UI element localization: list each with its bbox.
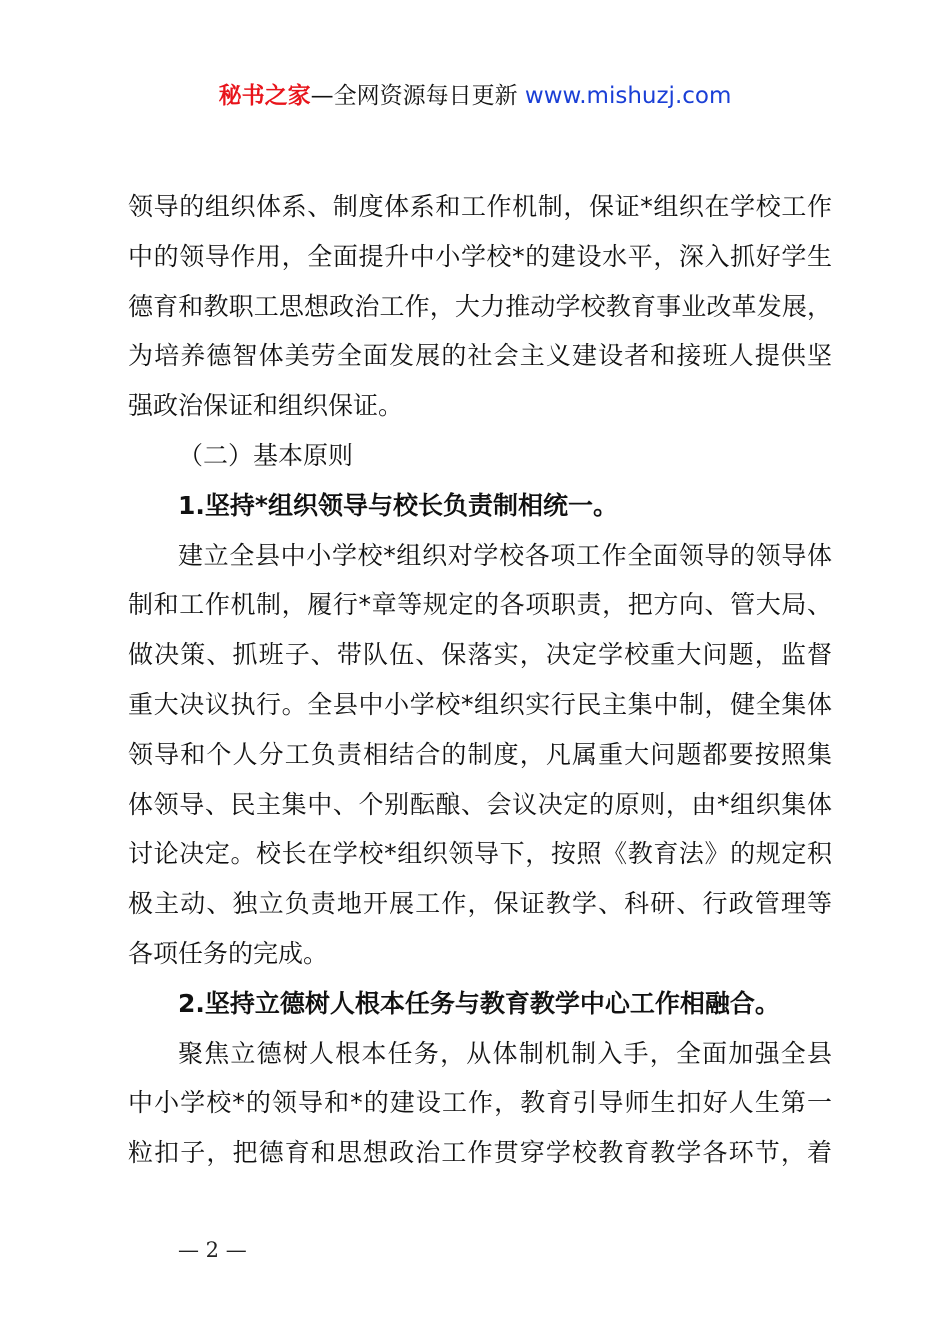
section-heading: （二）基本原则 bbox=[178, 440, 354, 470]
body-line: 中的领导作用，全面提升中小学校*的建设水平，深入抓好学生 bbox=[128, 241, 832, 271]
page-number: — 2 — bbox=[178, 1238, 247, 1262]
body-line: 聚焦立德树人根本任务，从体制机制入手，全面加强全县 bbox=[178, 1038, 832, 1068]
header-url[interactable]: www.mishuzj.com bbox=[524, 83, 732, 109]
body-line: 极主动、独立负责地开展工作，保证教学、科研、行政管理等 bbox=[128, 889, 832, 919]
brand-name: 秘书之家 bbox=[218, 83, 311, 109]
site-header bbox=[0, 80, 950, 112]
body-line: 体领导、民主集中、个别酝酿、会议决定的原则，由*组织集体 bbox=[128, 789, 832, 819]
body-line: 德育和教职工思想政治工作，大力推动学校教育事业改革发展， bbox=[128, 291, 832, 321]
principle-heading: 2.坚持立德树人根本任务与教育教学中心工作相融合。 bbox=[178, 988, 780, 1018]
principle-heading: 1.坚持*组织领导与校长负责制相统一。 bbox=[178, 490, 618, 520]
body-line: 强政治保证和组织保证。 bbox=[128, 391, 404, 421]
body-line: 各项任务的完成。 bbox=[128, 938, 329, 968]
body-line: 领导的组织体系、制度体系和工作机制，保证*组织在学校工作 bbox=[128, 192, 832, 221]
body-line: 建立全县中小学校*组织对学校各项工作全面领导的领导体 bbox=[178, 540, 832, 570]
body-line: 制和工作机制，履行*章等规定的各项职责，把方向、管大局、 bbox=[128, 590, 832, 620]
body-line: 领导和个人分工负责相结合的制度，凡属重大问题都要按照集 bbox=[128, 739, 832, 769]
body-line: 为培养德智体美劳全面发展的社会主义建设者和接班人提供坚 bbox=[128, 341, 832, 371]
body-line: 重大决议执行。全县中小学校*组织实行民主集中制，健全集体 bbox=[128, 689, 832, 719]
body-line: 做决策、抓班子、带队伍、保落实，决定学校重大问题，监督 bbox=[128, 640, 832, 670]
body-line: 讨论决定。校长在学校*组织领导下，按照《教育法》的规定积 bbox=[128, 839, 832, 869]
body-line: 中小学校*的领导和*的建设工作，教育引导师生扣好人生第一 bbox=[128, 1088, 832, 1118]
header-slogan: —全网资源每日更新 bbox=[310, 83, 518, 109]
document-body bbox=[128, 182, 832, 1178]
body-line: 粒扣子，把德育和思想政治工作贯穿学校教育教学各环节，着 bbox=[128, 1138, 832, 1168]
